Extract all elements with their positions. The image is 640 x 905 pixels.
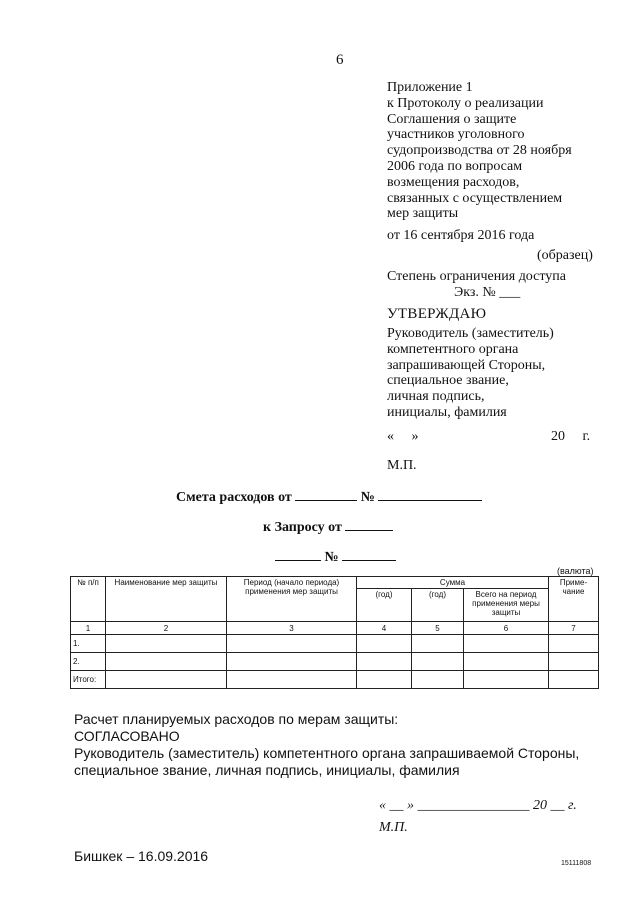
total-row [71,671,599,689]
column-number: 6 [464,622,549,635]
header-note: Приме- чание [549,577,599,622]
annex-line: мер защиты [387,206,459,222]
annex-line: 2006 года по вопросам [387,158,523,174]
sample-label: (образец) [537,248,593,263]
total-label: Итого: [71,671,106,689]
header-year-1: (год) [357,589,412,622]
estimate-title [176,486,482,506]
city-date: Бишкек – 16.09.2016 [74,848,209,864]
column-number: 1 [71,622,106,635]
header-year-2: (год) [412,589,464,622]
column-number: 2 [106,622,227,635]
approval-date-year: 20 г. [551,429,591,444]
approval-line: компетентного органа [387,341,519,357]
header-total-period: Всего на период применения меры защиты [464,589,549,622]
request-date-blank [345,516,393,531]
calculation-line: специальное звание, личная подпись, инициалы, фамилия [74,762,460,778]
estimate-label: Смета расходов от [176,490,292,505]
column-number: 3 [227,622,357,635]
annex-line: возмещения расходов, [387,174,520,190]
column-number: 4 [357,622,412,635]
estimate-number-sign: № [360,490,375,505]
header-sum: Сумма [357,577,549,589]
annex-line: к Протоколу о реализации [387,95,544,111]
signature-seal: М.П. [379,820,408,835]
access-grade-label: Степень ограничения доступа [387,269,567,284]
approval-title: УТВЕРЖДАЮ [387,306,487,322]
request-label: к Запросу от [263,520,342,535]
calculation-block [74,711,579,779]
request-number-sign: № [324,550,339,565]
currency-label: (валюта) [557,566,594,576]
request-prefix-blank [275,546,321,561]
estimate-date-blank [295,486,357,501]
table-row [71,635,599,653]
annex-line: Соглашения о защите [387,111,517,127]
approval-line: Руководитель (заместитель) [387,326,554,341]
calculation-line: Расчет планируемых расходов по мерам защиты: [74,711,399,727]
column-number: 5 [412,622,464,635]
header-period: Период (начало периода) применения мер защиты [227,577,357,622]
approval-block [387,326,554,421]
approval-line: инициалы, фамилия [387,404,507,420]
request-number-line [275,546,396,566]
page-number: 6 [336,52,344,68]
request-number-blank [342,546,396,561]
annex-line: Приложение 1 [387,80,473,95]
request-line [263,516,393,536]
table-row [71,653,599,671]
document-code: 15111808 [561,860,592,867]
column-number-row [71,622,599,635]
estimate-table [70,576,599,689]
column-number: 7 [549,622,599,635]
header-name: Наименование мер защиты [106,577,227,622]
approval-line: личная подпись, [387,389,485,405]
approval-line: специальное звание, [387,373,509,389]
copy-number-label: Экз. № ___ [454,285,521,300]
table-header-row [71,577,599,589]
estimate-number-blank [378,486,482,501]
approval-line: запрашивающей Стороны, [387,357,546,373]
approval-seal: М.П. [387,458,417,473]
annex-date: от 16 сентября 2016 года [387,228,535,244]
annex-line: участников уголовного [387,127,525,143]
annex-line: связанных с осуществлением [387,190,563,206]
row-label: 2. [71,653,106,671]
row-label: 1. [71,635,106,653]
annex-line: судопроизводства от 28 ноября [387,143,572,159]
annex-block [387,80,572,244]
approval-date-quotes: « » [387,429,419,444]
signature-date-line: « __ » ________________ 20 __ г. [379,798,577,813]
agreed-label: СОГЛАСОВАНО [74,728,180,744]
calculation-line: Руководитель (заместитель) компетентного органа запрашиваемой Стороны, [74,745,580,761]
header-num: № п/п [71,577,106,622]
